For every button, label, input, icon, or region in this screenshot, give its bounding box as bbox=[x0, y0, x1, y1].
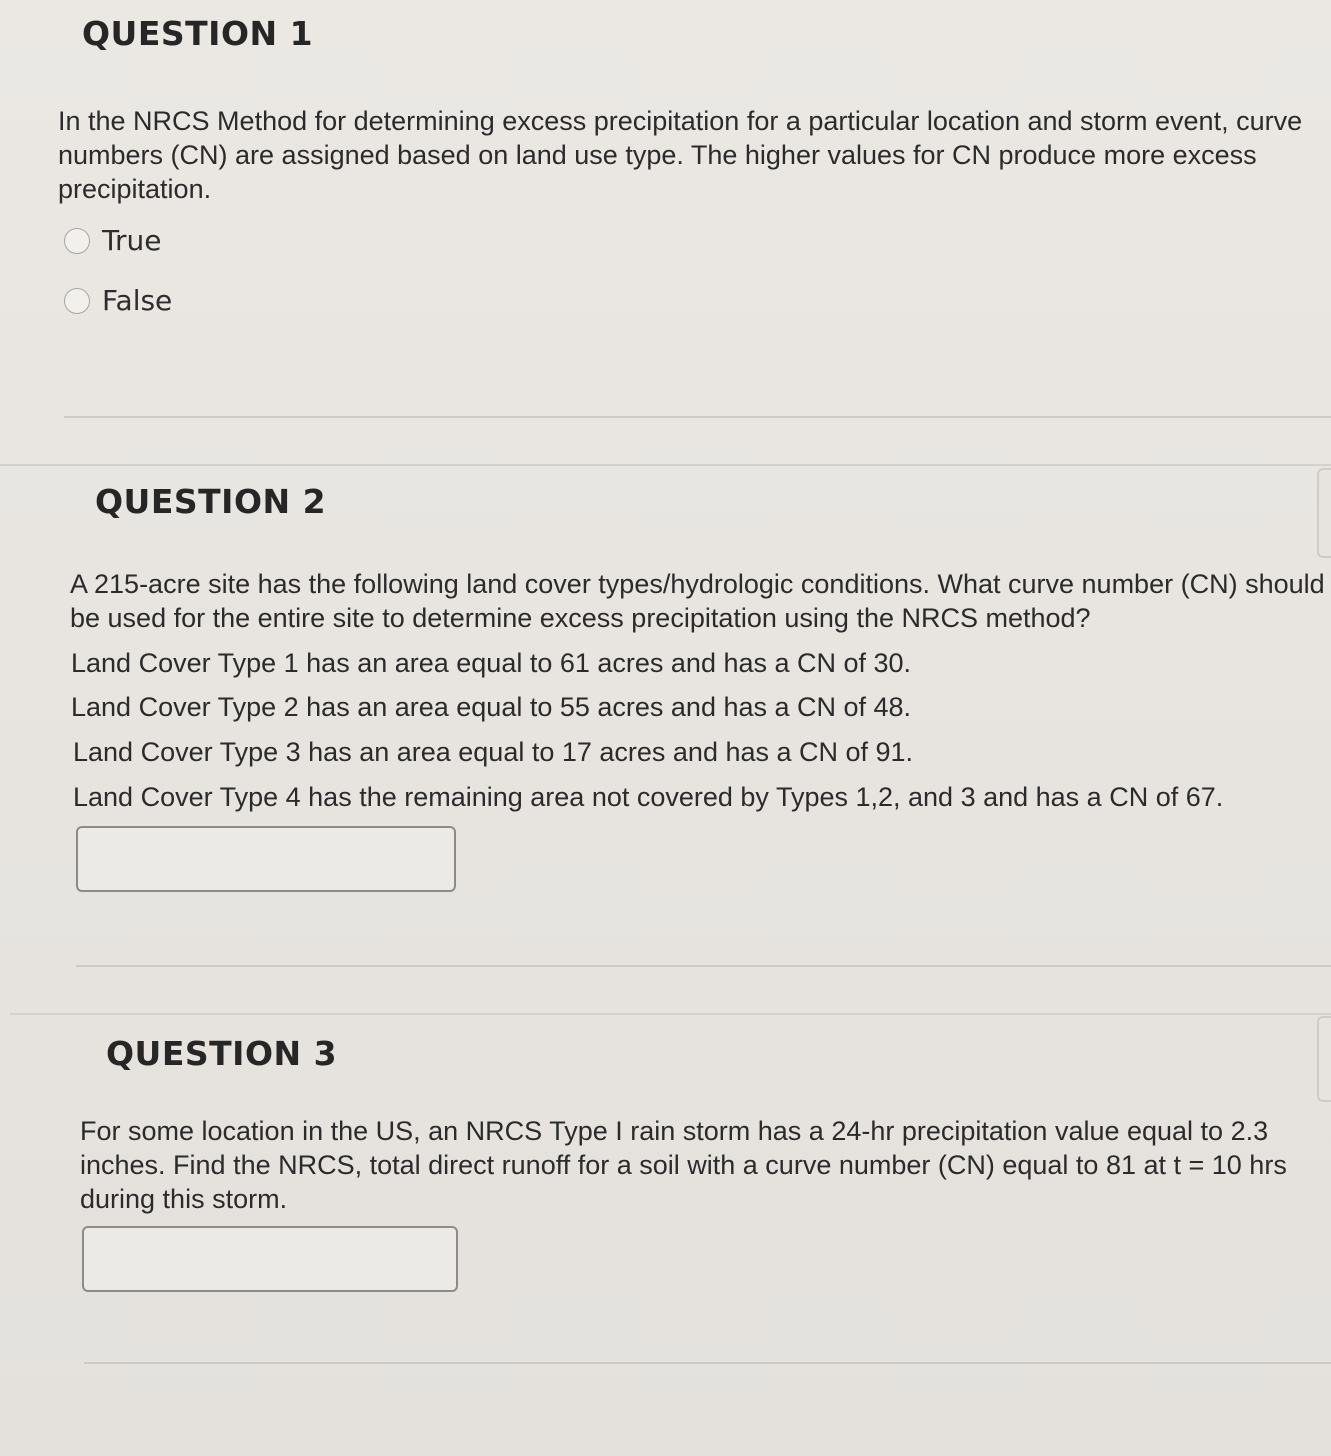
land-cover-line-3: Land Cover Type 3 has an area equal to 17 acres and has a CN of 91. bbox=[73, 737, 914, 767]
question-3-answer-input[interactable] bbox=[82, 1226, 458, 1292]
question-3-divider bbox=[84, 1362, 1331, 1364]
question-3-text: For some location in the US, an NRCS Type I rain storm has a 24-hr precipitation value equal to 2.3 inches. Find the NRCS, total direct runoff for a soil with a curve number (CN) equal to 81 at t = 10 hrs during this storm. bbox=[80, 1116, 1287, 1214]
land-cover-line-2: Land Cover Type 2 has an area equal to 55 acres and has a CN of 48. bbox=[71, 692, 912, 722]
option-true-label: True bbox=[102, 224, 162, 257]
question-3-edge-tab bbox=[1317, 1016, 1331, 1102]
question-3-title: QUESTION 3 bbox=[106, 1034, 338, 1073]
option-false-label: False bbox=[102, 284, 173, 317]
question-2-title: QUESTION 2 bbox=[95, 482, 327, 521]
land-cover-line-4: Land Cover Type 4 has the remaining area not covered by Types 1,2, and 3 and has a CN of 67. bbox=[73, 782, 1224, 812]
question-2-text: A 215-acre site has the following land cover types/hydrologic conditions. What curve number (CN) should be used for the entire site to determine excess precipitation using the NRCS method? bbox=[70, 569, 1325, 633]
land-cover-line-1: Land Cover Type 1 has an area equal to 61 acres and has a CN of 30. bbox=[71, 648, 912, 678]
question-1-text: In the NRCS Method for determining excess precipitation for a particular location and storm event, curve numbers (CN) are assigned based on land use type. The higher values for CN produce more excess precipitation. bbox=[58, 106, 1303, 204]
question-1-title: QUESTION 1 bbox=[82, 14, 314, 53]
